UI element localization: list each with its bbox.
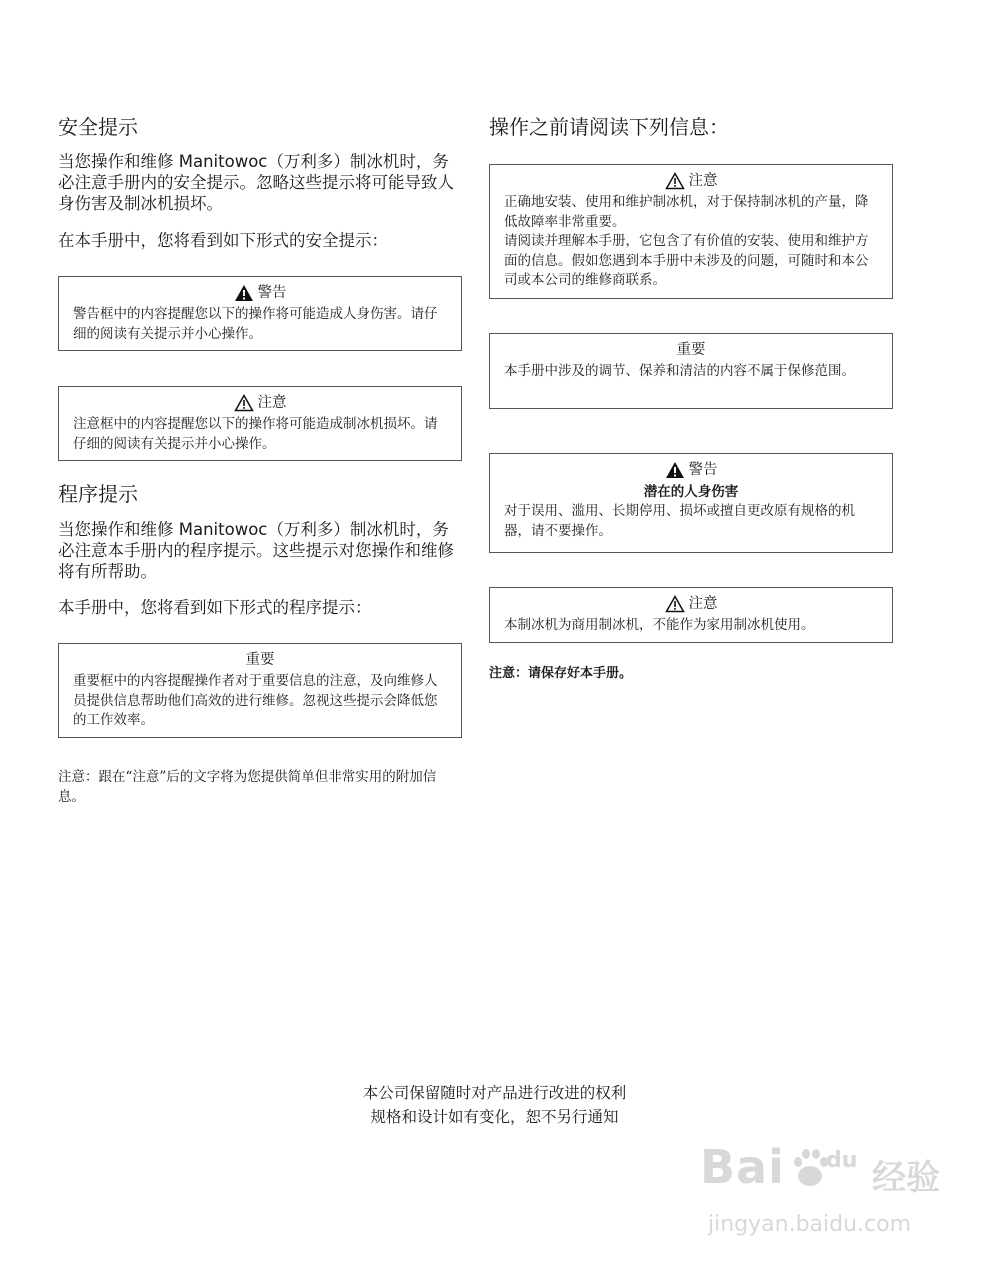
right-note: 注意：请保存好本手册。: [489, 666, 633, 681]
warning-box-right-sub: 潜在的人身伤害: [643, 484, 739, 500]
caution-box-2-head: 注意: [688, 596, 718, 612]
caution-box-2: [489, 587, 893, 643]
footer-line-2: 规格和设计如有变化，恕不另行通知: [370, 1108, 619, 1126]
right-heading: 操作之前请阅读下列信息：: [489, 115, 729, 139]
warning-box-right: [489, 453, 893, 553]
warning-box-text: 警告框中的内容提醒您以下的操作将可能造成人身伤害。请仔细的阅读有关提示并小心操作。: [73, 306, 438, 342]
caution-triangle-icon: [665, 172, 685, 190]
caution-box-1: [489, 164, 893, 299]
warning-box-head: 警告: [257, 285, 287, 301]
caution-triangle-icon: [234, 394, 254, 412]
caution-box-1-head: 注意: [688, 173, 718, 189]
watermark-brand: Bai: [700, 1140, 785, 1194]
procedure-paragraph: 当您操作和维修 Manitowoc（万利多）制冰机时，务必注意本手册内的程序提示。这些提示对您操作和维修将有所帮助。: [58, 520, 454, 581]
warning-triangle-icon: [234, 284, 254, 302]
procedure-heading: 程序提示: [58, 482, 138, 506]
warning-box-right-head: 警告: [688, 462, 718, 478]
caution-box-1-text2: 请阅读并理解本手册，它包含了有价值的安装、使用和维护方面的信息。假如您遇到本手册中未涉及的问题，可随时和本公司或本公司的维修商联系。: [504, 233, 869, 288]
important-box-head: 重要: [245, 652, 275, 668]
watermark-brand-mid: du: [826, 1148, 858, 1173]
caution-box-text: 注意框中的内容提醒您以下的操作将可能造成制冰机损坏。请仔细的阅读有关提示并小心操作。: [73, 416, 438, 452]
caution-box-example: [58, 386, 462, 461]
baidu-watermark: [700, 1140, 960, 1260]
important-box-right-head: 重要: [676, 342, 706, 358]
safety-paragraph: 当您操作和维修 Manitowoc（万利多）制冰机时，务必注意手册内的安全提示。忽略这些提示将可能导致人身伤害及制冰机损坏。: [58, 152, 454, 213]
caution-box-head: 注意: [257, 395, 287, 411]
footer-line-1: 本公司保留随时对产品进行改进的权利: [362, 1084, 627, 1102]
watermark-brand-cn: 经验: [872, 1158, 940, 1198]
safety-heading: 安全提示: [58, 115, 138, 139]
warning-triangle-icon: [665, 461, 685, 479]
important-box-right-text: 本手册中涉及的调节、保养和清洁的内容不属于保修范围。: [504, 363, 855, 379]
left-note: 注意：跟在“注意”后的文字将为您提供简单但非常实用的附加信息。: [58, 769, 437, 805]
important-box-right: [489, 333, 893, 409]
procedure-intro: 本手册中，您将看到如下形式的程序提示：: [58, 598, 372, 617]
paw-icon: [790, 1146, 830, 1190]
caution-box-1-text1: 正确地安装、使用和维护制冰机，对于保持制冰机的产量，降低故障率非常重要。: [504, 194, 869, 230]
warning-box-right-text: 对于误用、滥用、长期停用、损坏或擅自更改原有规格的机器，请不要操作。: [504, 503, 855, 539]
warning-box-example: [58, 276, 462, 351]
caution-box-2-text: 本制冰机为商用制冰机，不能作为家用制冰机使用。: [504, 617, 815, 633]
safety-intro: 在本手册中，您将看到如下形式的安全提示：: [58, 231, 388, 250]
caution-triangle-icon: [665, 595, 685, 613]
watermark-url: jingyan.baidu.com: [708, 1212, 912, 1237]
important-box-text: 重要框中的内容提醒操作者对于重要信息的注意，及向维修人员提供信息帮助他们高效的进行维修。忽视这些提示会降低您的工作效率。: [73, 673, 438, 728]
important-box-example: [58, 643, 462, 738]
